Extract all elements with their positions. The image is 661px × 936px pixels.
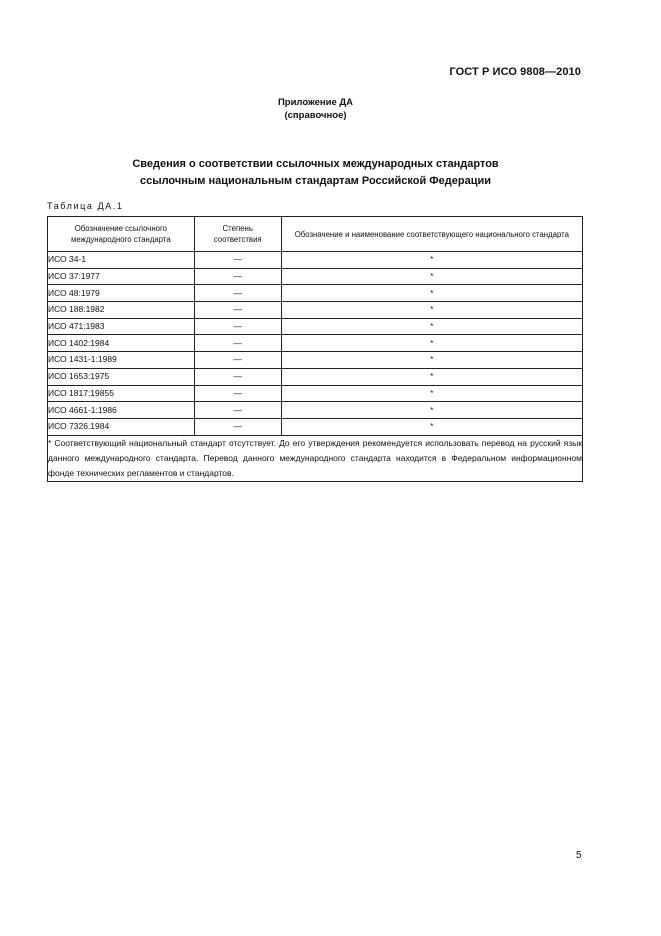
table-footnote: * Соответствующий национальный стандарт отсутствует. До его утверждения рекомендуется использовать перевод на русский язык данного международного стандарта. Перевод данного международного стандарта находится в Федеральном информационном фонде технических регламентов и стандартов.	[48, 435, 583, 481]
national-standard: *	[281, 335, 582, 352]
table-row	[48, 252, 583, 269]
national-standard: *	[281, 352, 582, 369]
national-standard: *	[281, 368, 582, 385]
appendix-heading	[0, 96, 631, 122]
table-row	[48, 402, 583, 419]
table-row	[48, 418, 583, 435]
iso-designation: ИСО 188:1982	[48, 302, 195, 319]
degree-of-correspondence: —	[194, 418, 281, 435]
table-row	[48, 352, 583, 369]
national-standard: *	[281, 318, 582, 335]
table-row	[48, 302, 583, 319]
national-standard: *	[281, 302, 582, 319]
table-row	[48, 385, 583, 402]
degree-of-correspondence: —	[194, 352, 281, 369]
table-label: Таблица ДА.1	[47, 201, 124, 211]
degree-of-correspondence: —	[194, 335, 281, 352]
iso-designation: ИСО 1817:19855	[48, 385, 195, 402]
degree-of-correspondence: —	[194, 302, 281, 319]
degree-of-correspondence: —	[194, 318, 281, 335]
table-row	[48, 318, 583, 335]
table-row	[48, 368, 583, 385]
appendix-title: Приложение ДА	[277, 97, 354, 108]
table-footnote-row	[48, 435, 583, 481]
table-row	[48, 268, 583, 285]
iso-designation: ИСО 7326.1984	[48, 418, 195, 435]
national-standard: *	[281, 418, 582, 435]
standards-correspondence-table	[47, 216, 583, 482]
national-standard: *	[281, 402, 582, 419]
page-number: 5	[576, 850, 582, 861]
national-standard: *	[281, 385, 582, 402]
iso-designation: ИСО 37:1977	[48, 268, 195, 285]
iso-designation: ИСО 1431-1:1989	[48, 352, 195, 369]
iso-designation: ИСО 471:1983	[48, 318, 195, 335]
degree-of-correspondence: —	[194, 268, 281, 285]
section-title-line-1: Сведения о соответствии ссылочных международных стандартов	[132, 158, 499, 170]
section-title-line-2: ссылочным национальным стандартам Российской Федерации	[139, 175, 492, 187]
iso-designation: ИСО 34-1	[48, 252, 195, 269]
header-international-standard: Обозначение ссылочного международного стандарта	[48, 217, 195, 252]
table-row	[48, 285, 583, 302]
national-standard: *	[281, 285, 582, 302]
degree-of-correspondence: —	[194, 402, 281, 419]
iso-designation: ИСО 1402:1984	[48, 335, 195, 352]
header-national-standard: Обозначение и наименование соответствующего национального стандарта	[281, 217, 582, 252]
degree-of-correspondence: —	[194, 368, 281, 385]
iso-designation: ИСО 48:1979	[48, 285, 195, 302]
national-standard: *	[281, 252, 582, 269]
table-header-row	[48, 217, 583, 252]
degree-of-correspondence: —	[194, 385, 281, 402]
national-standard: *	[281, 268, 582, 285]
iso-designation: ИСО 4661-1:1986	[48, 402, 195, 419]
degree-of-correspondence: —	[194, 252, 281, 269]
table-row	[48, 335, 583, 352]
header-degree-of-correspondence: Степень соответствия	[194, 217, 281, 252]
section-title	[0, 156, 631, 190]
document-code: ГОСТ Р ИСО 9808—2010	[449, 66, 581, 78]
appendix-subtitle: (справочное)	[284, 110, 347, 121]
iso-designation: ИСО 1653:1975	[48, 368, 195, 385]
degree-of-correspondence: —	[194, 285, 281, 302]
